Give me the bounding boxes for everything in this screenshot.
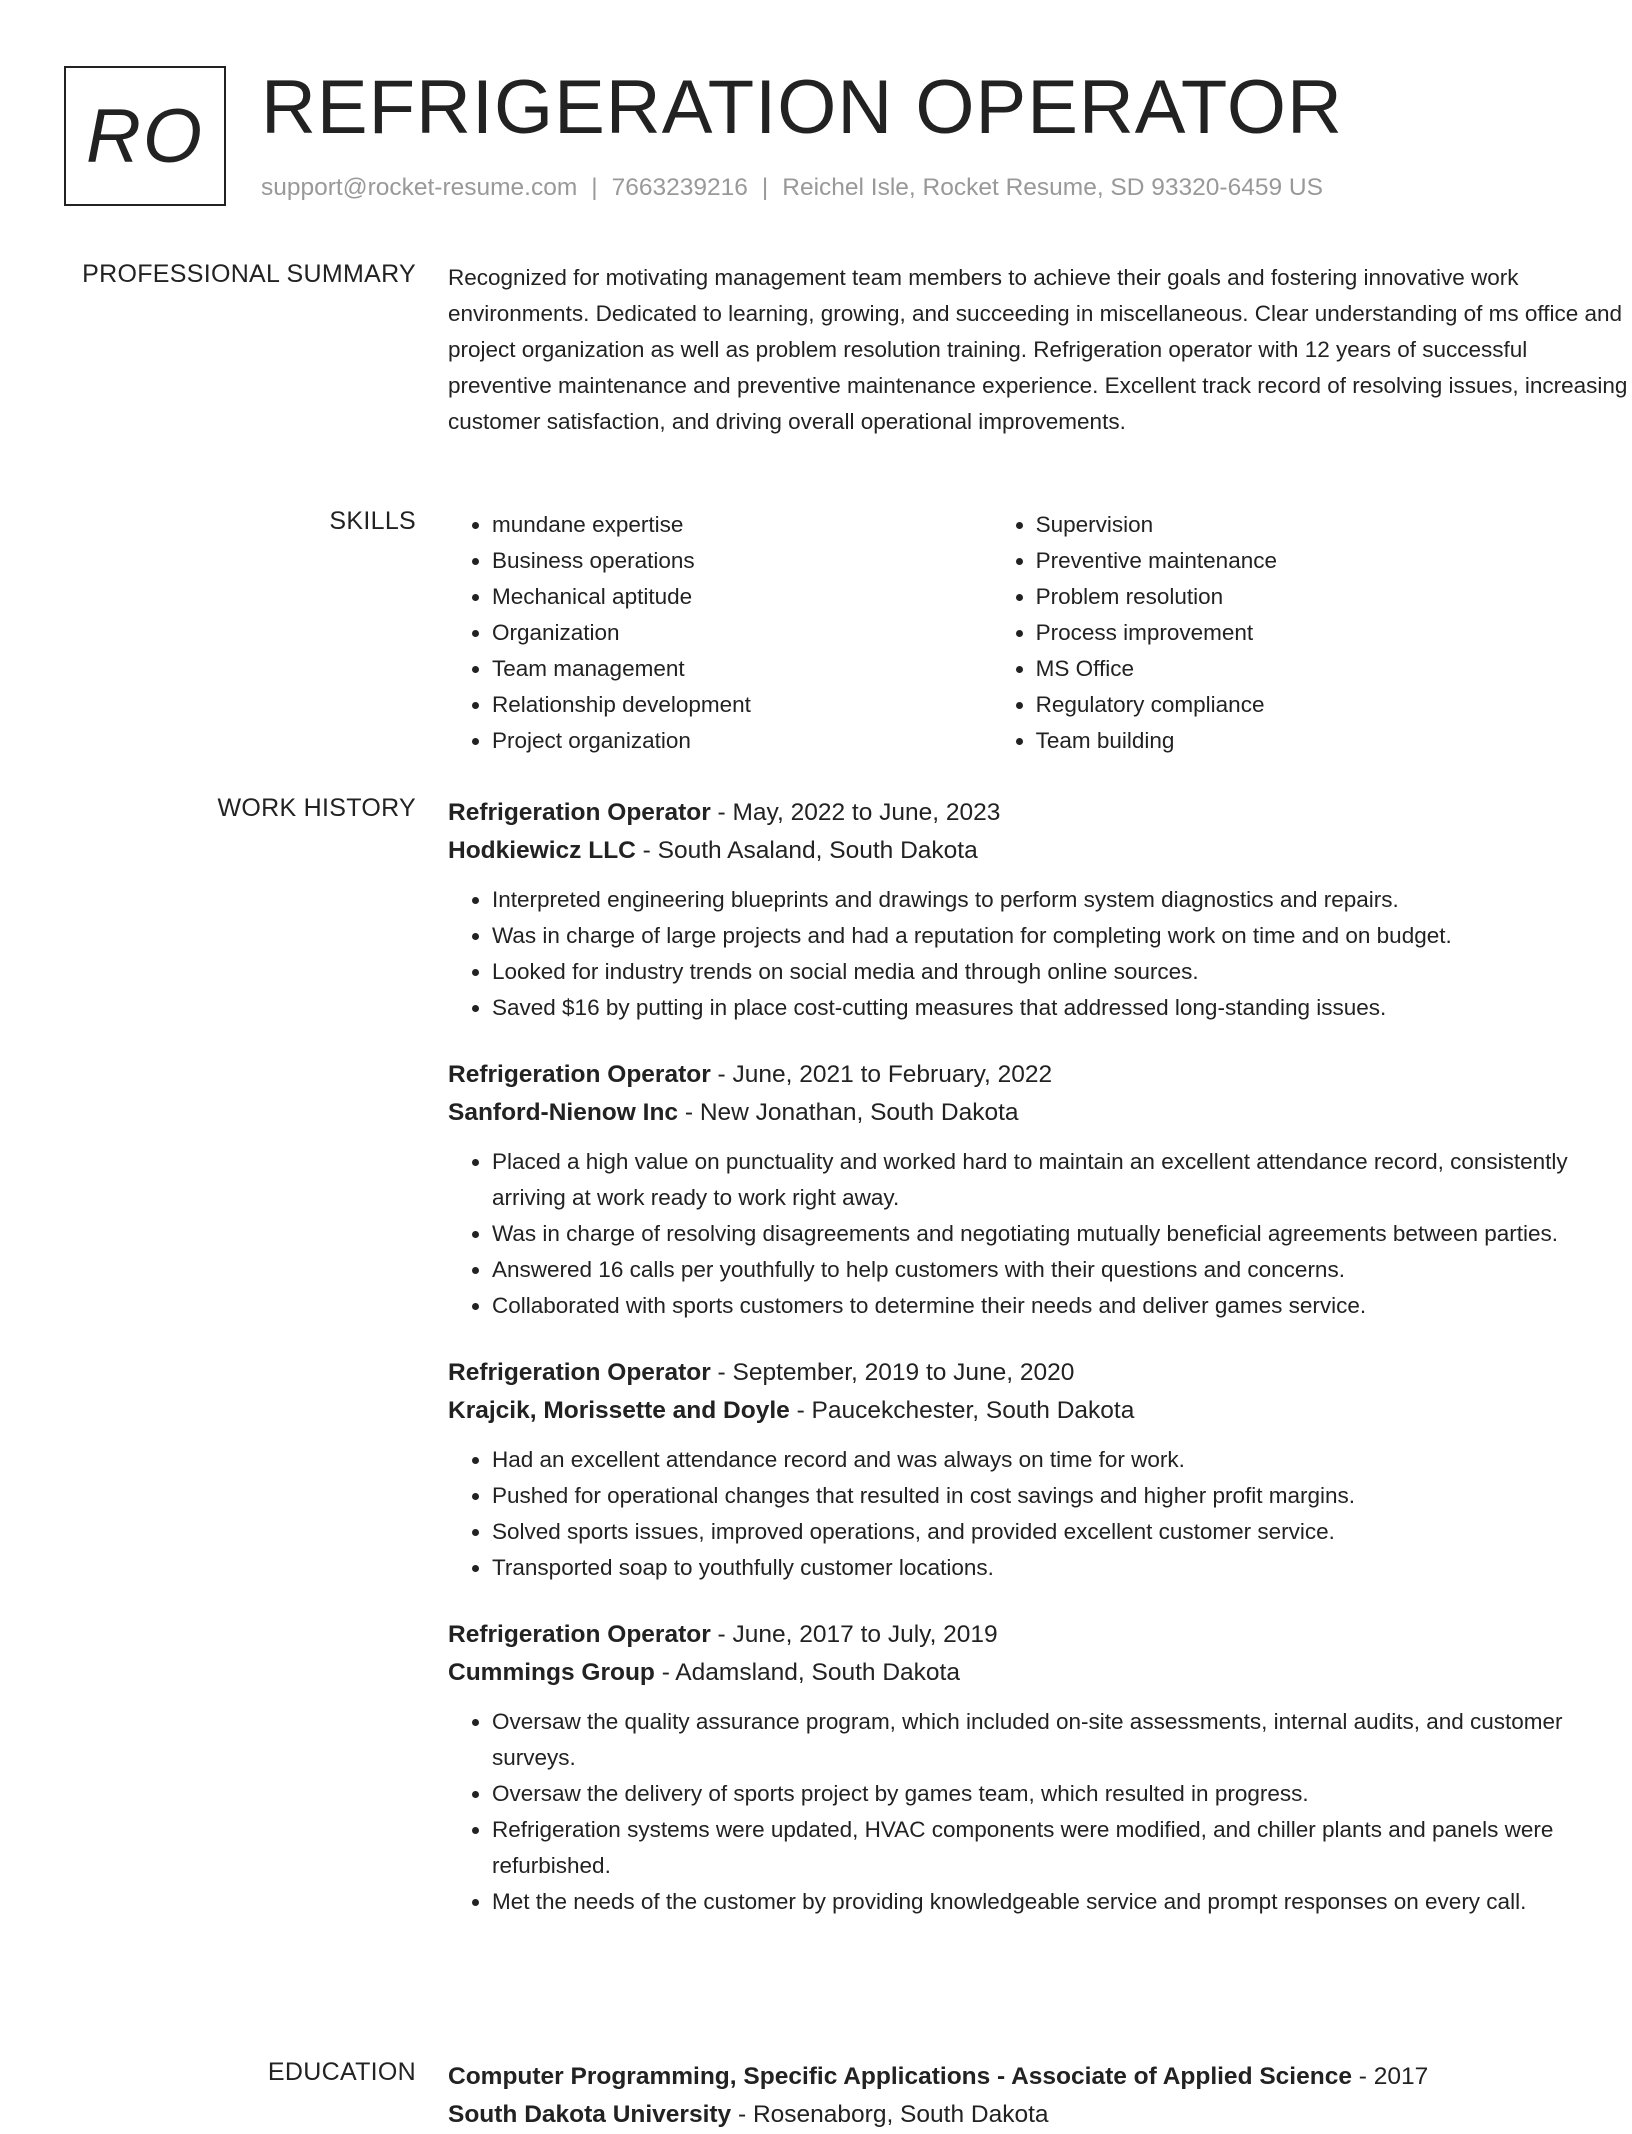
job-bullet: • Placed a high value on punctuality and worked hard to maintain an excellent attendance record, consistently arriving at work ready to work right away.	[492, 1144, 1628, 1216]
job-location: - Adamsland, South Dakota	[654, 1659, 960, 1686]
job-dates: - September, 2019 to June, 2020	[710, 1359, 1075, 1386]
job-entry	[448, 794, 1628, 1026]
monogram: RO	[64, 66, 226, 206]
job-bullets	[448, 1704, 1628, 1920]
skill-item: • Process improvement	[1036, 615, 1628, 651]
skill-item: • Relationship development	[492, 687, 992, 723]
job-bullet: • Was in charge of resolving disagreements and negotiating mutually beneficial agreements between parties.	[492, 1216, 1628, 1252]
skill-item: • Problem resolution	[1036, 579, 1628, 615]
job-title: Refrigeration Operator	[448, 1061, 711, 1088]
skills-list-left	[448, 507, 992, 759]
skill-item: • Organization	[492, 615, 992, 651]
job-bullet: • Answered 16 calls per youthfully to help customers with their questions and concerns.	[492, 1252, 1628, 1288]
skill-item: • Business operations	[492, 543, 992, 579]
job-entry	[448, 1354, 1628, 1586]
section-label-skills: SKILLS	[329, 507, 416, 535]
section-label-work: WORK HISTORY	[217, 794, 416, 822]
section-label-education: EDUCATION	[267, 2058, 416, 2086]
job-bullet: • Had an excellent attendance record and was always on time for work.	[492, 1442, 1628, 1478]
job-bullet: • Pushed for operational changes that resulted in cost savings and higher profit margins.	[492, 1478, 1628, 1514]
job-bullet: • Met the needs of the customer by providing knowledgeable service and prompt responses on every call.	[492, 1884, 1628, 1920]
skill-item: • Regulatory compliance	[1036, 687, 1628, 723]
skill-item: • Team management	[492, 651, 992, 687]
contact-email[interactable]: support@rocket-resume.com	[261, 174, 578, 201]
skill-item: • Team building	[1036, 723, 1628, 759]
job-bullet: • Collaborated with sports customers to determine their needs and deliver games service.	[492, 1288, 1628, 1324]
job-bullets	[448, 1442, 1628, 1586]
education-school: South Dakota University	[448, 2101, 732, 2128]
skill-item: • MS Office	[1036, 651, 1628, 687]
skill-item: • Supervision	[1036, 507, 1628, 543]
skills-list-right	[992, 507, 1628, 759]
education-year: - 2017	[1351, 2063, 1429, 2090]
contact-line	[261, 174, 1323, 202]
contact-separator: |	[761, 174, 769, 201]
job-location: - South Asaland, South Dakota	[635, 837, 978, 864]
job-company: Hodkiewicz LLC	[448, 837, 636, 864]
page-title: REFRIGERATION OPERATOR	[261, 65, 1343, 150]
resume-header	[64, 66, 1564, 210]
job-bullet: • Oversaw the quality assurance program, which included on-site assessments, internal audits, and customer surveys.	[492, 1704, 1628, 1776]
skill-item: • Project organization	[492, 723, 992, 759]
job-title: Refrigeration Operator	[448, 1359, 711, 1386]
skill-item: • mundane expertise	[492, 507, 992, 543]
job-location: - New Jonathan, South Dakota	[678, 1099, 1019, 1126]
job-bullet: • Interpreted engineering blueprints and drawings to perform system diagnostics and repairs.	[492, 882, 1628, 918]
job-dates: - June, 2017 to July, 2019	[710, 1621, 998, 1648]
job-bullet: • Looked for industry trends on social media and through online sources.	[492, 954, 1628, 990]
job-company: Cummings Group	[448, 1659, 655, 1686]
job-bullet: • Oversaw the delivery of sports project by games team, which resulted in progress.	[492, 1776, 1628, 1812]
job-title: Refrigeration Operator	[448, 1621, 711, 1648]
job-bullet: • Was in charge of large projects and had a reputation for completing work on time and on budget.	[492, 918, 1628, 954]
job-company: Sanford-Nienow Inc	[448, 1099, 679, 1126]
skill-item: • Preventive maintenance	[1036, 543, 1628, 579]
job-title: Refrigeration Operator	[448, 799, 711, 826]
summary-text: Recognized for motivating management team members to achieve their goals and fostering innovative work environments. Dedicated to learning, growing, and succeeding in miscellaneous. Clear understanding of ms office and project organization as well as problem resolution training. Refrigeration operator with 12 years of successful preventive maintenance and preventive maintenance experience. Excellent track record of resolving issues, increasing customer satisfaction, and driving overall operational improvements.	[448, 265, 1628, 434]
job-bullets	[448, 1144, 1628, 1324]
job-bullet: • Saved $16 by putting in place cost-cutting measures that addressed long-standing issues.	[492, 990, 1628, 1026]
job-company: Krajcik, Morissette and Doyle	[448, 1397, 790, 1424]
contact-separator: |	[591, 174, 598, 201]
job-bullets	[448, 882, 1628, 1026]
education-location: - Rosenaborg, South Dakota	[731, 2101, 1049, 2128]
contact-phone[interactable]: 7663239216	[611, 174, 748, 201]
job-dates: - June, 2021 to February, 2022	[710, 1061, 1053, 1088]
job-entry	[448, 1056, 1628, 1324]
job-dates: - May, 2022 to June, 2023	[710, 799, 1001, 826]
skill-item: • Mechanical aptitude	[492, 579, 992, 615]
job-entry	[448, 1616, 1628, 1920]
job-bullet: • Refrigeration systems were updated, HVAC components were modified, and chiller plants and panels were refurbished.	[492, 1812, 1628, 1884]
contact-address: Reichel Isle, Rocket Resume, SD 93320-6459 US	[782, 174, 1323, 201]
job-bullet: • Transported soap to youthfully customer locations.	[492, 1550, 1628, 1586]
section-label-summary: PROFESSIONAL SUMMARY	[82, 260, 416, 288]
job-bullet: • Solved sports issues, improved operations, and provided excellent customer service.	[492, 1514, 1628, 1550]
job-location: - Paucekchester, South Dakota	[789, 1397, 1135, 1424]
education-degree: Computer Programming, Specific Applications - Associate of Applied Science	[448, 2063, 1352, 2090]
